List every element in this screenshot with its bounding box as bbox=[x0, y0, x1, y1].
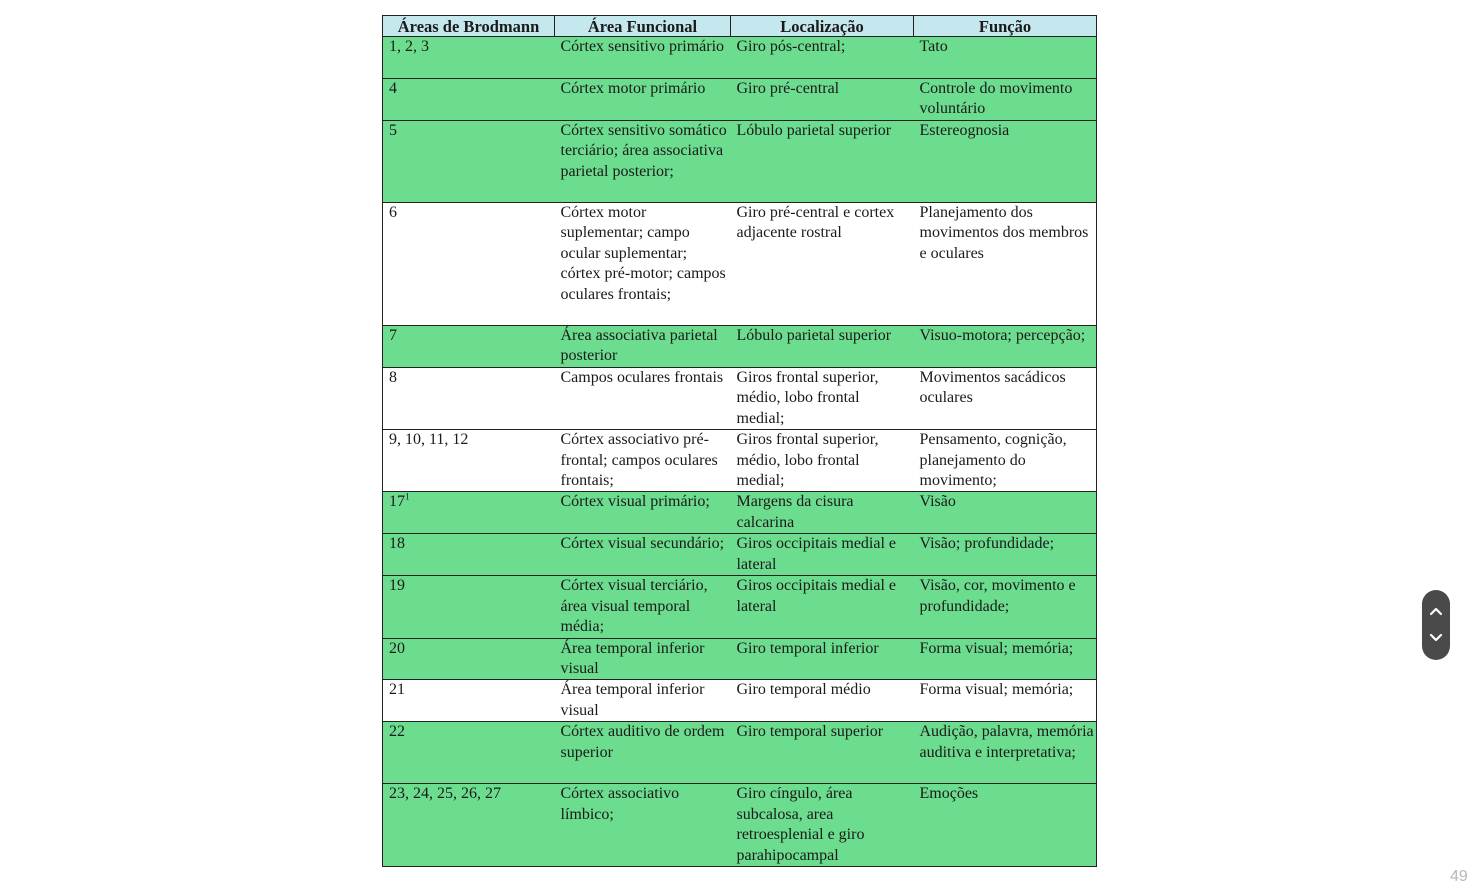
cell-area bbox=[383, 326, 555, 368]
header-area-funcional: Área Funcional bbox=[555, 16, 731, 37]
cell-localizacao: Giros occipitais medial e lateral bbox=[731, 534, 914, 576]
chevron-down-icon bbox=[1429, 633, 1443, 643]
cell-funcao: Estereognosia bbox=[914, 121, 1097, 203]
scroll-control bbox=[1422, 590, 1450, 660]
cell-area bbox=[383, 368, 555, 430]
table-header-row bbox=[383, 16, 1097, 37]
cell-funcao: Pensamento, cognição, planejamento do movimento; bbox=[914, 430, 1097, 492]
cell-localizacao: Giro temporal inferior bbox=[731, 638, 914, 680]
area-number: 5 bbox=[389, 122, 397, 139]
footnote-marker: 1 bbox=[405, 492, 410, 503]
cell-area bbox=[383, 638, 555, 680]
cell-localizacao: Lóbulo parietal superior bbox=[731, 326, 914, 368]
table-row bbox=[383, 79, 1097, 121]
cell-localizacao: Giros occipitais medial e lateral bbox=[731, 576, 914, 638]
cell-area-funcional: Córtex sensitivo primário bbox=[555, 37, 731, 79]
cell-funcao: Visuo-motora; percepção; bbox=[914, 326, 1097, 368]
table-row bbox=[383, 534, 1097, 576]
table-row bbox=[383, 121, 1097, 203]
cell-area-funcional: Córtex associativo límbico; bbox=[555, 784, 731, 867]
cell-funcao: Forma visual; memória; bbox=[914, 680, 1097, 722]
chevron-up-icon bbox=[1429, 606, 1443, 616]
scroll-down-button[interactable] bbox=[1422, 624, 1450, 652]
scroll-up-button[interactable] bbox=[1422, 597, 1450, 625]
cell-funcao: Audição, palavra, memória auditiva e interpretativa; bbox=[914, 722, 1097, 784]
cell-area-funcional: Córtex visual terciário, área visual temporal média; bbox=[555, 576, 731, 638]
cell-funcao: Planejamento dos movimentos dos membros e oculares bbox=[914, 203, 1097, 326]
cell-localizacao: Giro cíngulo, área subcalosa, area retroesplenial e giro parahipocampal bbox=[731, 784, 914, 867]
cell-area bbox=[383, 680, 555, 722]
cell-funcao: Visão, cor, movimento e profundidade; bbox=[914, 576, 1097, 638]
cell-funcao: Forma visual; memória; bbox=[914, 638, 1097, 680]
cell-area-funcional: Córtex associativo pré-frontal; campos oculares frontais; bbox=[555, 430, 731, 492]
table-row bbox=[383, 722, 1097, 784]
area-number: 17 bbox=[389, 493, 405, 511]
cell-area bbox=[383, 37, 555, 79]
cell-area bbox=[383, 576, 555, 638]
table-row bbox=[383, 638, 1097, 680]
brodmann-table bbox=[382, 15, 1097, 867]
cell-localizacao: Giros frontal superior, médio, lobo frontal medial; bbox=[731, 368, 914, 430]
area-number: 20 bbox=[389, 639, 405, 657]
area-number: 1, 2, 3 bbox=[389, 38, 429, 55]
header-areas: Áreas de Brodmann bbox=[383, 16, 555, 37]
cell-area bbox=[383, 784, 555, 867]
cell-area bbox=[383, 534, 555, 576]
table-row bbox=[383, 430, 1097, 492]
area-number: 23, 24, 25, 26, 27 bbox=[389, 785, 501, 803]
area-number: 18 bbox=[389, 535, 405, 553]
area-number: 19 bbox=[389, 577, 405, 595]
cell-funcao: Tato bbox=[914, 37, 1097, 79]
cell-area-funcional: Área associativa parietal posterior bbox=[555, 326, 731, 368]
cell-area-funcional: Córtex motor suplementar; campo ocular suplementar; córtex pré-motor; campos oculares frontais; bbox=[555, 203, 731, 326]
cell-funcao: Controle do movimento voluntário bbox=[914, 79, 1097, 121]
cell-localizacao: Margens da cisura calcarina bbox=[731, 492, 914, 534]
page-number: 49 bbox=[1450, 868, 1468, 885]
cell-area bbox=[383, 492, 555, 534]
cell-area-funcional: Área temporal inferior visual bbox=[555, 638, 731, 680]
area-number: 7 bbox=[389, 327, 397, 344]
cell-funcao: Movimentos sacádicos oculares bbox=[914, 368, 1097, 430]
cell-area bbox=[383, 430, 555, 492]
table-row bbox=[383, 203, 1097, 326]
table-row bbox=[383, 37, 1097, 79]
cell-area-funcional: Córtex sensitivo somático terciário; área associativa parietal posterior; bbox=[555, 121, 731, 203]
cell-area bbox=[383, 722, 555, 784]
table-row bbox=[383, 492, 1097, 534]
cell-localizacao: Giro pré-central e cortex adjacente rostral bbox=[731, 203, 914, 326]
cell-area bbox=[383, 79, 555, 121]
cell-localizacao: Giro temporal médio bbox=[731, 680, 914, 722]
header-funcao: Função bbox=[914, 16, 1097, 37]
area-number: 8 bbox=[389, 369, 397, 386]
cell-funcao: Visão bbox=[914, 492, 1097, 534]
cell-localizacao: Giro temporal superior bbox=[731, 722, 914, 784]
cell-area-funcional: Córtex visual secundário; bbox=[555, 534, 731, 576]
area-number: 21 bbox=[389, 681, 405, 699]
table-row bbox=[383, 368, 1097, 430]
cell-area-funcional: Córtex motor primário bbox=[555, 79, 731, 121]
cell-area-funcional: Córtex visual primário; bbox=[555, 492, 731, 534]
cell-localizacao: Lóbulo parietal superior bbox=[731, 121, 914, 203]
table-row bbox=[383, 784, 1097, 867]
cell-funcao: Emoções bbox=[914, 784, 1097, 867]
table-row bbox=[383, 576, 1097, 638]
cell-area-funcional: Área temporal inferior visual bbox=[555, 680, 731, 722]
cell-area-funcional: Campos oculares frontais bbox=[555, 368, 731, 430]
cell-localizacao: Giros frontal superior, médio, lobo frontal medial; bbox=[731, 430, 914, 492]
area-number: 6 bbox=[389, 204, 397, 221]
cell-area bbox=[383, 121, 555, 203]
cell-area-funcional: Córtex auditivo de ordem superior bbox=[555, 722, 731, 784]
cell-funcao: Visão; profundidade; bbox=[914, 534, 1097, 576]
area-number: 4 bbox=[389, 80, 397, 97]
area-number: 22 bbox=[389, 723, 405, 741]
header-localizacao: Localização bbox=[731, 16, 914, 37]
table-row bbox=[383, 326, 1097, 368]
area-number: 9, 10, 11, 12 bbox=[389, 431, 469, 449]
cell-localizacao: Giro pré-central bbox=[731, 79, 914, 121]
cell-area bbox=[383, 203, 555, 326]
cell-localizacao: Giro pós-central; bbox=[731, 37, 914, 79]
table-row bbox=[383, 680, 1097, 722]
